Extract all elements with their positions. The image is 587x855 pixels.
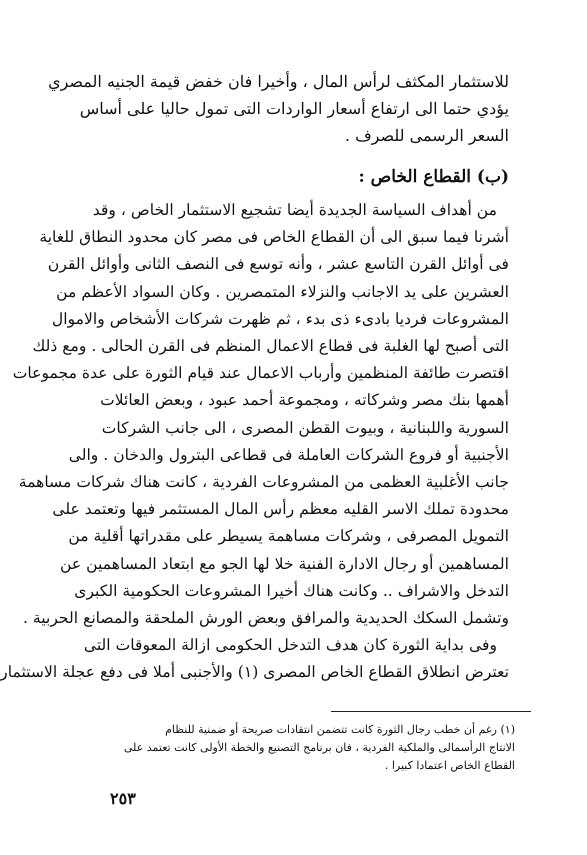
footnote-divider — [331, 711, 531, 712]
footnote-line: الانتاج الرأسمالى والملكية الفردية ، فان برنامج التصنيع والخطة الأولى كانت تعتمد على — [123, 741, 515, 754]
body-line: تعترض انطلاق القطاع الخاص المصرى (١) والأجنبى أملا فى دفع عجلة الاستثمار — [0, 663, 509, 682]
body-line: وفى بداية الثورة كان هدف التدخل الحكومى ازالة المعوقات التى — [83, 636, 497, 655]
body-line: السورية واللبنانية ، وبيوت القطن المصرى ، الى جانب الشركات — [101, 418, 509, 437]
page-number: ٢٥٣ — [110, 789, 136, 808]
footnote-line: (١) رغم أن خطب رجال الثورة كانت تتضمن انتقادات صريحة أو ضمنية للنظام — [165, 723, 515, 736]
body-text — [0, 197, 509, 687]
intro-paragraph — [48, 68, 509, 149]
body-line: أهمها بنك مصر وشركاته ، ومجموعة أحمد عبود ، وبعض العائلات — [100, 391, 509, 410]
body-line: من أهداف السياسة الجديدة أيضا تشجيع الاستثمار الخاص ، وقد — [92, 201, 497, 219]
body-line: المساهمين أو رجال الادارة الفنية خلا لها الجو مع ابتعاد المساهمين عن — [60, 554, 509, 573]
body-line: محدودة تملك الاسر القليه معظم رأس المال المستثمر فيها وتعتمد على — [52, 500, 509, 519]
intro-line: يؤدي حتما الى ارتفاع أسعار الواردات التى تمول حاليا على أساس — [79, 99, 509, 118]
body-line: التدخل والاشراف .. وكانت هناك أخيرا المشروعات الحكومية الكبرى — [74, 581, 509, 600]
body-line: التمويل المصرفى ، وشركات مساهمة يسيطر على مقدراتها أقلية من — [68, 527, 509, 546]
body-line: المشروعات فرديا بادىء ذى بدء ، ثم ظهرت شركات الأشخاص والاموال — [51, 309, 509, 328]
body-line: اقتصرت طائفة المنظمين وأرباب الاعمال عند قيام الثورة على عدة مجموعات — [12, 364, 509, 383]
footnote-line: القطاع الخاص اعتمادا كبيرا . — [384, 759, 515, 772]
body-line: وتشمل السكك الحديدية والمرافق وبعض الورش الملحقة والمصانع الحربية . — [23, 609, 509, 628]
body-line: أشرنا فيما سبق الى أن القطاع الخاص فى مصر كان محدود النطاق للغاية — [39, 228, 509, 247]
body-line: الأجنبية أو فروع الشركات العاملة فى قطاعى البترول والدخان . والى — [68, 445, 509, 464]
section-heading: (ب) القطاع الخاص : — [358, 167, 509, 187]
body-line: فى أوائل القرن التاسع عشر ، وأنه توسع فى النصف الثانى وأوائل القرن — [47, 255, 509, 274]
body-line: جانب الأغلبية العظمى من المشروعات الفردية ، كانت هناك شركات مساهمة — [18, 473, 509, 492]
footnote — [108, 721, 515, 775]
intro-line: السعر الرسمى للصرف . — [344, 126, 509, 145]
body-line: العشرين على يد الاجانب والنزلاء المتمصرين . وكان السواد الأعظم من — [56, 282, 509, 301]
body-line: التى أصبح لها الغلبة فى قطاع الاعمال المنظم فى القرن الحالى . ومع ذلك — [32, 337, 509, 356]
intro-line: للاستثمار المكثف لرأس المال ، وأخيرا فان خفض قيمة الجنيه المصري — [48, 72, 509, 91]
